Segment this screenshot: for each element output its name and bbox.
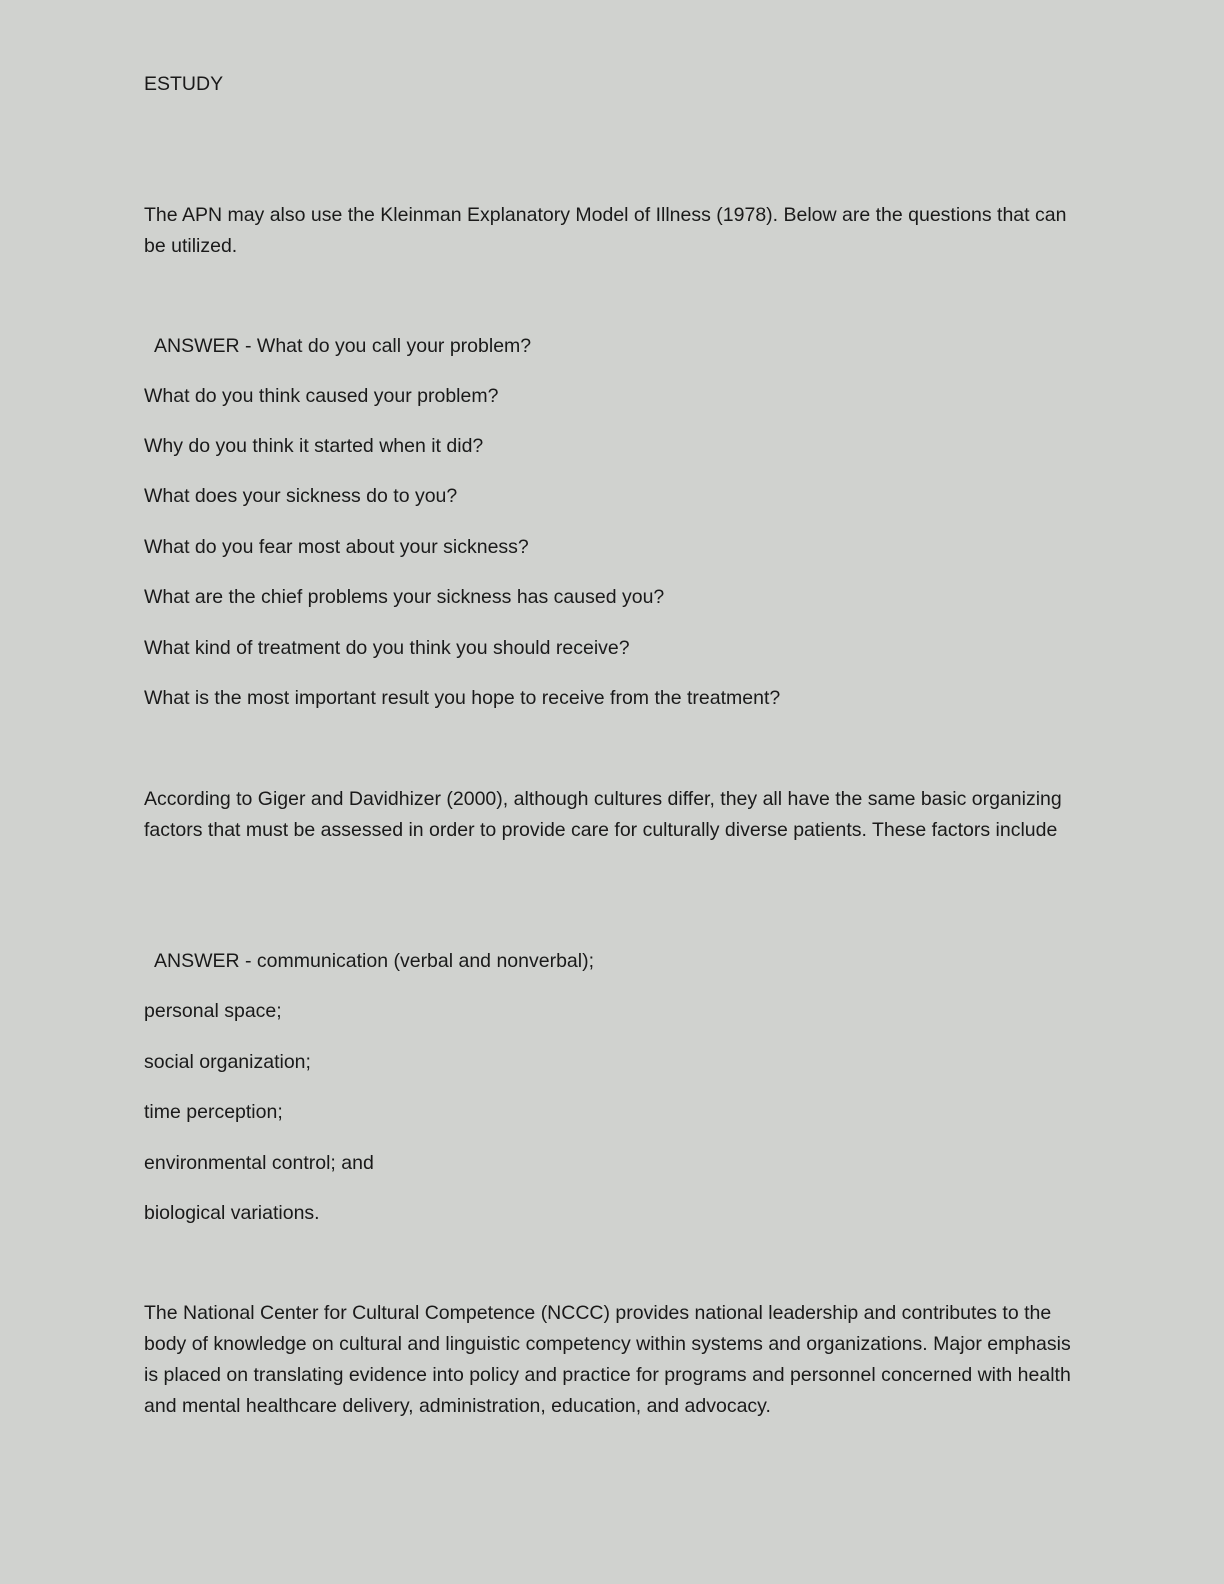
kleinman-answer-line: ANSWER - What do you call your problem?	[154, 335, 532, 357]
giger-answer-line: ANSWER - communication (verbal and nonverbal);	[154, 950, 595, 972]
list-item: social organization;	[144, 1051, 311, 1073]
list-item: What do you think caused your problem?	[144, 385, 499, 407]
list-item: biological variations.	[144, 1202, 320, 1224]
list-item: What is the most important result you hope to receive from the treatment?	[144, 687, 781, 709]
list-item: What does your sickness do to you?	[144, 485, 458, 507]
list-item: environmental control; and	[144, 1152, 374, 1174]
kleinman-intro-paragraph: The APN may also use the Kleinman Explanatory Model of Illness (1978). Below are the questions that can be utilized.	[144, 204, 1067, 257]
list-item: What kind of treatment do you think you should receive?	[144, 637, 630, 659]
list-item: time perception;	[144, 1101, 283, 1123]
nccc-paragraph: The National Center for Cultural Competence (NCCC) provides national leadership and contributes to the body of knowledge on cultural and linguistic competency within systems and organizations. Major emphasis is placed on translating evidence into policy and practice for programs and personnel concerned with health and mental healthcare delivery, administration, education, and advocacy.	[144, 1302, 1071, 1417]
list-item: personal space;	[144, 1000, 282, 1022]
list-item: Why do you think it started when it did?	[144, 435, 484, 457]
list-item: What do you fear most about your sickness?	[144, 536, 529, 558]
document-header: ESTUDY	[144, 73, 224, 95]
giger-intro-paragraph: According to Giger and Davidhizer (2000), although cultures differ, they all have the same basic organizing factors that must be assessed in order to provide care for culturally diverse patients. These factors include	[144, 788, 1062, 841]
list-item: What are the chief problems your sickness has caused you?	[144, 586, 665, 608]
